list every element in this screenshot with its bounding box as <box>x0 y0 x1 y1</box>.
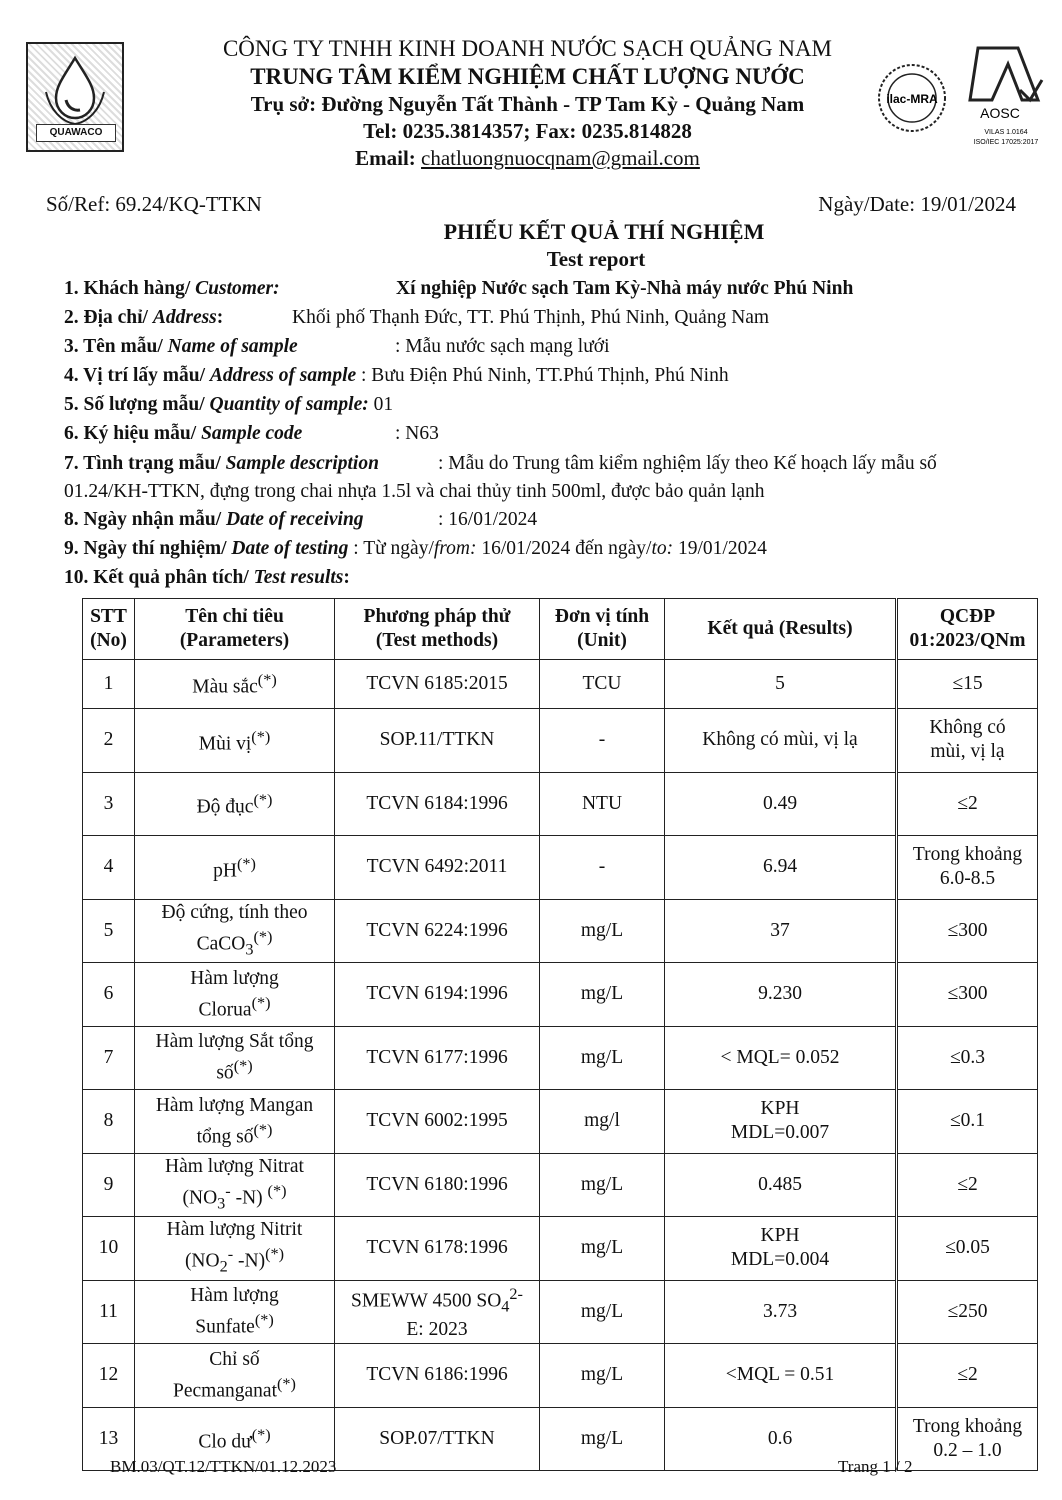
customer-line <box>64 278 854 300</box>
table-row <box>83 1026 1038 1090</box>
testing-label-en: Date of testing <box>231 538 349 559</box>
description-line-2: 01.24/KH-TTKN, đựng trong chai nhựa 1.5l và chai thủy tinh 500ml, được bảo quản lạnh <box>64 481 765 502</box>
cell-method: TCVN 6177:1996 <box>335 1026 540 1090</box>
cell-limit: ≤2 <box>897 1344 1038 1408</box>
aosc-text: AOSC <box>980 105 1020 121</box>
cell-limit: Trong khoảng 6.0-8.5 <box>897 836 1038 900</box>
center-name: TRUNG TÂM KIỂM NGHIỆM CHẤT LƯỢNG NƯỚC <box>250 64 805 89</box>
cell-parameter: Hàm lượng Mangan tổng số(*) <box>135 1090 335 1154</box>
receiving-label: 8. Ngày nhận mẫu/ <box>64 509 226 530</box>
sample-location-line <box>64 365 729 387</box>
cell-result: KPH MDL=0.004 <box>665 1217 897 1281</box>
cell-parameter: Hàm lượng Nitrat ($NO_3^-$ -N) (*) <box>135 1153 335 1217</box>
cell-unit: TCU <box>540 660 665 709</box>
code-value: : N63 <box>395 423 439 444</box>
cell-parameter: Hàm lượng Sunfate(*) <box>135 1280 335 1344</box>
address-value: Khối phố Thạnh Đức, TT. Phú Thịnh, Phú Ninh, Quảng Nam <box>292 307 770 328</box>
header-parameter: Tên chỉ tiêu (Parameters) <box>135 599 335 660</box>
sample-name-line <box>64 336 610 358</box>
description-label: 7. Tình trạng mẫu/ <box>64 453 226 474</box>
cell-parameter: Hàm lượng Sắt tổng số(*) <box>135 1026 335 1090</box>
company-email-line <box>150 146 905 171</box>
cell-no: 4 <box>83 836 135 900</box>
description-line <box>64 453 937 475</box>
cell-unit: mg/L <box>540 1407 665 1471</box>
cell-result: < MQL= 0.052 <box>665 1026 897 1090</box>
description-label-en: Sample description <box>225 453 379 474</box>
cell-unit: mg/L <box>540 963 665 1027</box>
cell-limit: ≤2 <box>897 1153 1038 1217</box>
company-name: CÔNG TY TNHH KINH DOANH NƯỚC SẠCH QUẢNG NAM <box>222 36 833 61</box>
table-row <box>83 1344 1038 1408</box>
cell-result: 9.230 <box>665 963 897 1027</box>
cell-limit: ≤2 <box>897 772 1038 836</box>
cell-unit: - <box>540 836 665 900</box>
cell-limit: ≤250 <box>897 1280 1038 1344</box>
cell-result: 37 <box>665 899 897 963</box>
table-row <box>83 1280 1038 1344</box>
cell-limit: ≤15 <box>897 660 1038 709</box>
testing-to-label: to: <box>651 538 674 559</box>
email-label: Email: <box>355 146 422 170</box>
cell-parameter: Màu sắc(*) <box>135 660 335 709</box>
table-row <box>83 899 1038 963</box>
vilas-text: VILAS 1.0164 <box>984 129 1028 136</box>
header-method: Phương pháp thử (Test methods) <box>335 599 540 660</box>
cell-result: 0.6 <box>665 1407 897 1471</box>
report-subtitle: Test report <box>546 247 646 271</box>
cell-result: 3.73 <box>665 1280 897 1344</box>
cell-method: TCVN 6186:1996 <box>335 1344 540 1408</box>
cell-unit: mg/l <box>540 1090 665 1154</box>
cell-unit: mg/L <box>540 1153 665 1217</box>
cell-limit: ≤300 <box>897 899 1038 963</box>
location-label-en: Address of sample <box>209 365 357 386</box>
results-label-en: Test results <box>253 567 344 588</box>
cell-method: TCVN 6224:1996 <box>335 899 540 963</box>
quantity-label: 5. Số lượng mẫu/ <box>64 394 210 415</box>
cell-method: TCVN 6178:1996 <box>335 1217 540 1281</box>
cell-result: KPH MDL=0.007 <box>665 1090 897 1154</box>
header-result: Kết quả (Results) <box>665 599 897 660</box>
table-row <box>83 772 1038 836</box>
reference-number: Số/Ref: 69.24/KQ-TTKN <box>46 192 262 216</box>
table-row <box>83 660 1038 709</box>
receiving-value: : 16/01/2024 <box>438 509 538 530</box>
email-link[interactable]: chatluongnuocqnam@gmail.com <box>421 146 700 170</box>
sample-name-label-en: Name of sample <box>167 336 298 357</box>
logo-brand-text: QUAWACO <box>36 124 116 142</box>
header-no: STT (No) <box>83 599 135 660</box>
testing-from-label: from: <box>433 538 477 559</box>
quantity-line <box>64 394 393 416</box>
header-limit: QCĐP 01:2023/QNm <box>897 599 1038 660</box>
cell-limit: ≤0.3 <box>897 1026 1038 1090</box>
cell-result: 5 <box>665 660 897 709</box>
code-label-en: Sample code <box>201 423 303 444</box>
cell-parameter: Mùi vị(*) <box>135 709 335 773</box>
cell-no: 10 <box>83 1217 135 1281</box>
cell-result: <MQL = 0.51 <box>665 1344 897 1408</box>
address-colon: : <box>216 307 224 328</box>
cell-no: 8 <box>83 1090 135 1154</box>
table-row <box>83 709 1038 773</box>
cell-unit: NTU <box>540 772 665 836</box>
cell-no: 3 <box>83 772 135 836</box>
table-row <box>83 836 1038 900</box>
quantity-value: 01 <box>368 394 394 415</box>
cell-method: TCVN 6492:2011 <box>335 836 540 900</box>
cell-parameter: Clo dư(*) <box>135 1407 335 1471</box>
company-phone: Tel: 0235.3814357; Fax: 0235.814828 <box>363 119 692 143</box>
cell-result: 0.485 <box>665 1153 897 1217</box>
aosc-logo-icon <box>970 48 1042 146</box>
testing-label: 9. Ngày thí nghiệm/ <box>64 538 232 559</box>
testing-from-date: 16/01/2024 đến ngày/ <box>476 538 652 559</box>
customer-value: Xí nghiệp Nước sạch Tam Kỳ-Nhà máy nước Phú Ninh <box>396 278 854 299</box>
cell-limit: ≤300 <box>897 963 1038 1027</box>
testing-date-line <box>64 538 767 560</box>
cell-method: SOP.07/TTKN <box>335 1407 540 1471</box>
cell-method: SMEWW 4500 $SO_4^{2-}$ E: 2023 <box>335 1280 540 1344</box>
table-row <box>83 1217 1038 1281</box>
cell-no: 11 <box>83 1280 135 1344</box>
address-label-en: Address <box>152 307 217 328</box>
cell-method: TCVN 6184:1996 <box>335 772 540 836</box>
description-value: : Mẫu do Trung tâm kiểm nghiệm lấy theo Kế hoạch lấy mẫu số <box>438 453 937 474</box>
sample-name-value: : Mẫu nước sạch mạng lưới <box>395 336 610 357</box>
cell-method: SOP.11/TTKN <box>335 709 540 773</box>
cell-parameter: Độ đục(*) <box>135 772 335 836</box>
cell-method: TCVN 6002:1995 <box>335 1090 540 1154</box>
cell-method: TCVN 6185:2015 <box>335 660 540 709</box>
cell-no: 5 <box>83 899 135 963</box>
header-unit: Đơn vị tính (Unit) <box>540 599 665 660</box>
cell-unit: mg/L <box>540 1280 665 1344</box>
cell-unit: - <box>540 709 665 773</box>
iso-text: ISO/IEC 17025:2017 <box>973 139 1039 146</box>
results-label: 10. Kết quả phân tích/ <box>64 567 254 588</box>
address-label: 2. Địa chỉ/ <box>64 307 153 328</box>
accreditation-logos <box>870 40 1045 155</box>
cell-parameter: Hàm lượng Nitrit ($NO_2^-$ -N)(*) <box>135 1217 335 1281</box>
cell-parameter: Độ cứng, tính theo CaCO$_3$(*) <box>135 899 335 963</box>
customer-label: 1. Khách hàng/ <box>64 278 196 299</box>
ilac-mra-text: ilac-MRA <box>886 92 938 106</box>
sample-name-label: 3. Tên mẫu/ <box>64 336 168 357</box>
cell-limit: Không có mùi, vị lạ <box>897 709 1038 773</box>
cell-no: 1 <box>83 660 135 709</box>
cell-no: 7 <box>83 1026 135 1090</box>
cell-limit: ≤0.05 <box>897 1217 1038 1281</box>
results-table <box>82 598 1038 1471</box>
sample-code-line <box>64 423 439 445</box>
address-line <box>64 307 770 329</box>
location-value: : Bưu Điện Phú Ninh, TT.Phú Thịnh, Phú Ninh <box>356 365 729 386</box>
page-number: Trang 1 / 2 <box>838 1457 913 1476</box>
location-label: 4. Vị trí lấy mẫu/ <box>64 365 210 386</box>
quantity-label-en: Quantity of sample: <box>209 394 369 415</box>
cell-method: TCVN 6194:1996 <box>335 963 540 1027</box>
cell-no: 6 <box>83 963 135 1027</box>
table-header-row <box>83 599 1038 660</box>
cell-no: 13 <box>83 1407 135 1471</box>
cell-unit: mg/L <box>540 1344 665 1408</box>
company-logo <box>26 42 124 152</box>
cell-no: 2 <box>83 709 135 773</box>
cell-unit: mg/L <box>540 1217 665 1281</box>
testing-to-date: 19/01/2024 <box>673 538 767 559</box>
report-title: PHIẾU KẾT QUẢ THÍ NGHIỆM <box>443 219 765 244</box>
cell-no: 12 <box>83 1344 135 1408</box>
testing-from-prefix: : Từ ngày/ <box>348 538 434 559</box>
ilac-mra-icon <box>879 65 945 131</box>
cell-result: 0.49 <box>665 772 897 836</box>
cell-unit: mg/L <box>540 899 665 963</box>
results-colon: : <box>343 567 350 588</box>
cell-limit: Trong khoảng 0.2 – 1.0 <box>897 1407 1038 1471</box>
cell-limit: ≤0.1 <box>897 1090 1038 1154</box>
cell-result: Không có mùi, vị lạ <box>665 709 897 773</box>
cell-parameter: Chỉ số Pecmanganat(*) <box>135 1344 335 1408</box>
form-code: BM.03/QT.12/TTKN/01.12.2023 <box>110 1457 337 1476</box>
cell-parameter: pH(*) <box>135 836 335 900</box>
code-label: 6. Ký hiệu mẫu/ <box>64 423 202 444</box>
cell-parameter: Hàm lượng Clorua(*) <box>135 963 335 1027</box>
table-row <box>83 963 1038 1027</box>
cell-result: 6.94 <box>665 836 897 900</box>
cell-method: TCVN 6180:1996 <box>335 1153 540 1217</box>
cell-no: 9 <box>83 1153 135 1217</box>
cell-unit: mg/L <box>540 1026 665 1090</box>
company-address: Trụ sở: Đường Nguyễn Tất Thành - TP Tam Kỳ - Quảng Nam <box>250 92 805 116</box>
water-drop-logo-icon <box>42 52 108 128</box>
report-date: Ngày/Date: 19/01/2024 <box>818 192 1016 216</box>
customer-label-en: Customer: <box>195 278 280 299</box>
table-row <box>83 1090 1038 1154</box>
receiving-date-line <box>64 509 538 531</box>
results-heading <box>64 567 350 589</box>
table-row <box>83 1153 1038 1217</box>
receiving-label-en: Date of receiving <box>226 509 364 530</box>
